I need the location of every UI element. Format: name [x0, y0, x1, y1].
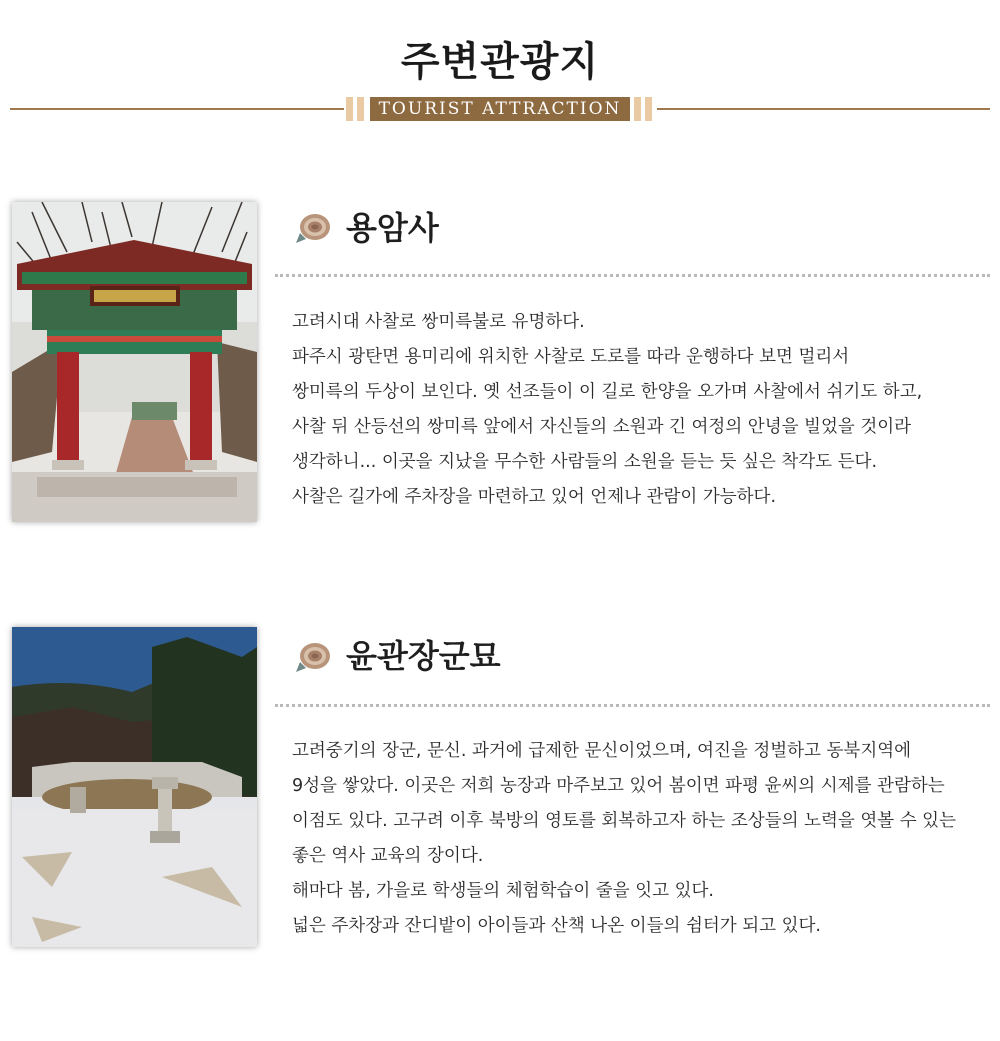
description-line: 고려중기의 장군, 문신. 과거에 급제한 문신이었으며, 여진을 정벌하고 동북지역에 — [292, 741, 912, 761]
dotted-separator — [275, 704, 990, 707]
description-line: 쌍미륵의 두상이 보인다. 옛 선조들이 이 길로 한양을 오가며 사찰에서 쉬기도 하고, — [292, 382, 923, 402]
description-line: 파주시 광탄면 용미리에 위치한 사찰로 도로를 따라 운행하다 보면 멀리서 — [292, 347, 850, 367]
divider-rule-right — [657, 108, 990, 110]
dotted-separator — [275, 274, 990, 277]
divider-rule-left — [10, 108, 344, 110]
divider-accent-bar — [634, 97, 641, 121]
description-line: 9성을 쌓았다. 이곳은 저희 농장과 마주보고 있어 봄이면 파평 윤씨의 시제를 관람하는 — [292, 776, 945, 796]
attraction-description — [292, 734, 982, 944]
divider-accent-bar — [645, 97, 652, 121]
description-line: 생각하니... 이곳을 지났을 무수한 사람들의 소원을 듣는 듯 싶은 착각도 든다. — [292, 452, 878, 472]
divider-accent-bar — [346, 97, 353, 121]
divider-accent-bar — [357, 97, 364, 121]
description-line: 고려시대 사찰로 쌍미륵불로 유명하다. — [292, 312, 585, 332]
description-line: 좋은 역사 교육의 장이다. — [292, 846, 484, 866]
description-line: 사찰은 길가에 주차장을 마련하고 있어 언제나 관람이 가능하다. — [292, 487, 777, 507]
attraction-description — [292, 305, 982, 515]
attraction-title: 윤관장군묘 — [346, 637, 501, 675]
description-line: 해마다 봄, 가을로 학생들의 체험학습이 줄을 잇고 있다. — [292, 881, 714, 901]
temple-gate-photo — [12, 202, 257, 522]
attraction-title: 용암사 — [346, 209, 439, 247]
tree-stump-icon — [292, 205, 334, 247]
subtitle-badge: TOURIST ATTRACTION — [370, 97, 630, 121]
page-title: 주변관광지 — [400, 38, 600, 85]
description-line: 이점도 있다. 고구려 이후 북방의 영토를 회복하고자 하는 조상들의 노력을 엿볼 수 있는 — [292, 811, 956, 831]
description-line: 사찰 뒤 산등선의 쌍미륵 앞에서 자신들의 소원과 긴 여정의 안녕을 빌었을 것이라 — [292, 417, 912, 437]
section-divider — [10, 97, 990, 121]
tree-stump-icon — [292, 634, 334, 676]
tomb-snow-photo — [12, 627, 257, 947]
description-line: 넓은 주차장과 잔디밭이 아이들과 산책 나온 이들의 쉼터가 되고 있다. — [292, 916, 821, 936]
